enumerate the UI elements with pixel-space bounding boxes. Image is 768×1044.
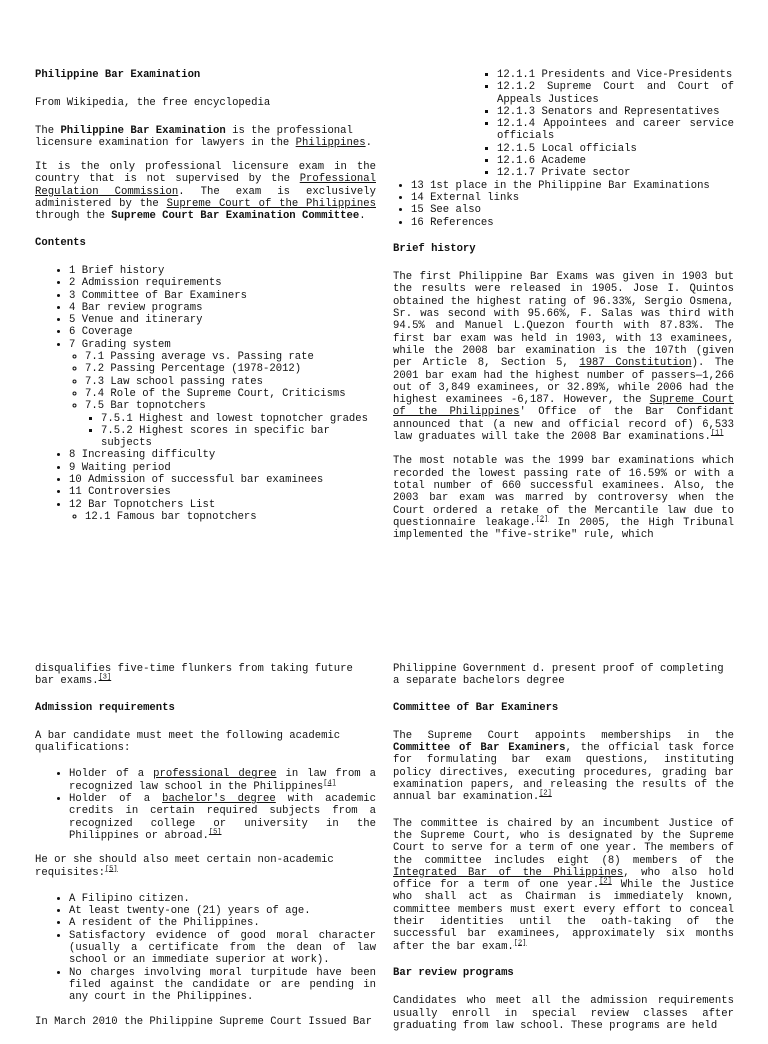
toc-subsubitem[interactable]: ▪ 12.1.1 Presidents and Vice-Presidents [497,69,734,81]
toc-item[interactable]: • 7 Grading system ◦ 7.1 Passing average vs. Passing rate ◦ 7.2 Passing Percentage (1978-2012) ◦ 7.3 Law school passing rates ◦ 7.4 Role of the Supreme Court, Criticisms ◦ 7.5 Bar topnotchers ▪ 7.5.1 Highest and lowest topnotcher grades ▪ 7.5.2 Highest scores in specific bar subjects [69,339,376,450]
toc-subitem[interactable]: ◦ 7.2 Passing Percentage (1978-2012) [85,363,376,375]
toc-subsubitem[interactable]: ▪ 12.1.5 Local officials [497,143,734,155]
toc-item[interactable]: • 12 Bar Topnotchers List ◦ 12.1 Famous bar topnotchers [69,499,376,524]
toc-subitem[interactable]: ◦ 12.1 Famous bar topnotchers [85,511,376,523]
toc-item[interactable]: • 5 Venue and itinerary [69,314,376,326]
bold-term: Philippine Bar Examination [60,124,226,137]
list-item: • A resident of the Philippines. [69,917,376,929]
admission-tail: In March 2010 the Philippine Supreme Court Issued Bar [35,1015,372,1028]
toc-item[interactable]: • 3 Committee of Bar Examiners [69,290,376,302]
history-paragraph-2: The most notable was the 1999 bar examinations which recorded the lowest passing rate of 16.59% or with a total number of 660 successful examinees. Also, the 2003 bar exam was marred by controversy when the Court ordered a retake of the Mercantile law due to questionnaire leakage.[2] In 2005, the High Tribunal implemented the "five-strike" rule, which [393,455,734,542]
citation[interactable]: [2] [513,939,527,948]
citation[interactable]: [2] [535,515,549,524]
source-line: From Wikipedia, the free encyclopedia [35,97,271,110]
toc-item[interactable]: • 13 1st place in the Philippine Bar Examinations [411,180,734,192]
link-professional-degree[interactable]: professional degree [153,768,277,781]
toc-item[interactable]: • 15 See also [411,204,734,216]
section-heading-admission: Admission requirements [35,701,175,714]
list-item: • No charges involving moral turpitude have been filed against the candidate or are pending in any court in the Philippines. [69,967,376,1004]
citation[interactable]: [3] [98,673,112,682]
history-paragraph-1: The first Philippine Bar Exams was given in 1903 but the results were released in 1905. Jose I. Quintos obtained the highest rating of 96.33%, Sergio Osmena, Sr. was second with 95.66%, F. Salas was third with 94.5% and Manuel L.Quezon fourth with 87.83%. The first bar exam was held in 1903, with 13 examinees, while the 2008 bar examination is the 107th (given per Article 8, Section 5, 1987 Constitution). The 2001 bar exam had the highest number of passers—1,266 out of 3,849 examinees, or 32.89%, while 2006 had the highest examinees -6,187. However, the Supreme Court of the Philippines' Office of the Bar Confidant announced that (a new and official record of) 6,533 law graduates will take the 2008 Bar examinations.[1] [393,271,734,444]
toc-item[interactable]: • 11 Controversies [69,486,376,498]
nonacademic-intro: He or she should also meet certain non-academic requisites:[5] [35,854,334,879]
toc-subitem[interactable]: ◦ 7.5 Bar topnotchers ▪ 7.5.1 Highest and lowest topnotcher grades ▪ 7.5.2 Highest scores in specific bar subjects [85,400,376,449]
list-item: • Satisfactory evidence of good moral character (usually a certificate from the dean of law school or an immediate superior at work). [69,930,376,967]
academic-requirements-list [35,768,376,842]
link-prc[interactable]: Professional Regulation Commission [35,173,376,198]
toc-item[interactable]: • 16 References [411,217,734,229]
link-ibp[interactable]: Integrated Bar of the Philippines [393,866,624,879]
link-supreme-court[interactable]: Supreme Court of the Philippines [166,198,376,211]
toc-item[interactable]: • 9 Waiting period [69,462,376,474]
table-of-contents [35,265,376,523]
section-heading-history: Brief history [393,242,476,255]
link-bachelors-degree[interactable]: bachelor's degree [162,793,276,806]
list-item: • At least twenty-one (21) years of age. [69,905,376,917]
committee-paragraph-2: The committee is chaired by an incumbent Justice of the Supreme Court, who is designated by the Supreme Court to serve for a term of one year. The members of the committee includes eight (8) members of the Integrated Bar of the Philippines, who also hold office for a term of one year.[2] While the Justice who shall act as Chairman is immediately known, committee members must exert every effort to conceal their identities until the oath-taking of the successful bar examinees, approximately six months after the bar exam.[2] [393,817,735,953]
intro-paragraph: The Philippine Bar Examination is the professional licensure examination for lawyers in the Philippines. [35,124,372,149]
citation[interactable]: [5] [104,865,118,874]
toc-subitem[interactable]: ◦ 7.1 Passing average vs. Passing rate [85,351,376,363]
toc-item[interactable]: • 4 Bar review programs [69,302,376,314]
toc-subsubitem[interactable]: ▪ 12.1.3 Senators and Representatives [497,106,734,118]
toc-subitem[interactable]: ◦ 7.4 Role of the Supreme Court, Criticisms [85,388,376,400]
citation[interactable]: [5] [208,828,222,837]
link-constitution[interactable]: 1987 Constitution [579,357,692,370]
list-item: • Holder of a professional degree in law from a recognized law school in the Philippines[4] [69,768,376,793]
committee-paragraph-1: The Supreme Court appoints memberships in the Committee of Bar Examiners, the official task force for formulating bar exam questions, instituting policy directives, executing procedures, grading bar examination papers, and releasing the results of the annual bar examination.[2] [393,729,734,804]
review-paragraph-1: Candidates who meet all the admission requirements usually enroll in special review classes after graduating from law school. These programs are held [393,995,734,1032]
toc-subsubitem[interactable]: ▪ 12.1.2 Supreme Court and Court of Appeals Justices [497,81,734,106]
section-heading-review: Bar review programs [393,966,514,979]
nonacademic-requirements-list [35,893,376,1004]
bold-committee-term: Committee of Bar Examiners [393,742,566,755]
toc-subsubitem[interactable]: ▪ 12.1.6 Academe [497,155,734,167]
contents-heading: Contents [35,236,86,249]
toc-item[interactable]: • 2 Admission requirements [69,277,376,289]
toc-subitem[interactable]: ◦ 7.3 Law school passing rates [85,376,376,388]
history-paragraph-3: disqualifies five-time flunkers from taking future bar exams.[3] [35,663,353,688]
link-supreme-court-2[interactable]: Supreme Court of the Philippines [393,394,734,419]
section-heading-committee: Committee of Bar Examiners [393,701,559,714]
toc-item[interactable]: • 10 Admission of successful bar examinees [69,474,376,486]
bottom-left-column [35,663,376,1040]
top-left-column [35,69,376,523]
list-item: • A Filipino citizen. [69,893,376,905]
citation[interactable]: [1] [710,429,724,438]
toc-item[interactable]: • 8 Increasing difficulty [69,449,376,461]
intro-paragraph-2: It is the only professional licensure exam in the country that is not supervised by the Professional Regulation Commission. The exam is exclusively administered by the Supreme Court of the Philippines through the Supreme Court Bar Examination Committee. [35,161,376,223]
toc-item[interactable]: • 6 Coverage [69,326,376,338]
toc-item[interactable]: • 14 External links [411,192,734,204]
table-of-contents-continued [393,69,734,229]
citation[interactable]: [4] [323,779,336,788]
list-item: • Holder of a bachelor's degree with academic credits in certain required subjects from a recognized college or university in the Philippines or abroad.[5] [69,793,376,842]
bold-committee: Supreme Court Bar Examination Committee [111,210,360,223]
admission-continued: Philippine Government d. present proof of completing a separate bachelors degree [393,663,724,688]
toc-subsubitem[interactable]: ▪ 7.5.2 Highest scores in specific bar subjects [101,425,376,450]
toc-subsubitem[interactable]: ▪ 12.1.7 Private sector [497,167,734,179]
citation[interactable]: [2] [539,789,552,798]
citation[interactable]: [2] [599,877,612,886]
toc-subsubitem[interactable]: ▪ 7.5.1 Highest and lowest topnotcher grades [101,413,376,425]
link-philippines[interactable]: Philippines [295,136,366,149]
bottom-right-column [393,663,734,1044]
toc-item[interactable]: • 1 Brief history [69,265,376,277]
admission-intro: A bar candidate must meet the following academic qualifications: [35,729,341,755]
top-right-column [393,69,734,553]
toc-subsubitem[interactable]: ▪ 12.1.4 Appointees and career service officials [497,118,734,143]
page-title: Philippine Bar Examination [35,69,201,81]
